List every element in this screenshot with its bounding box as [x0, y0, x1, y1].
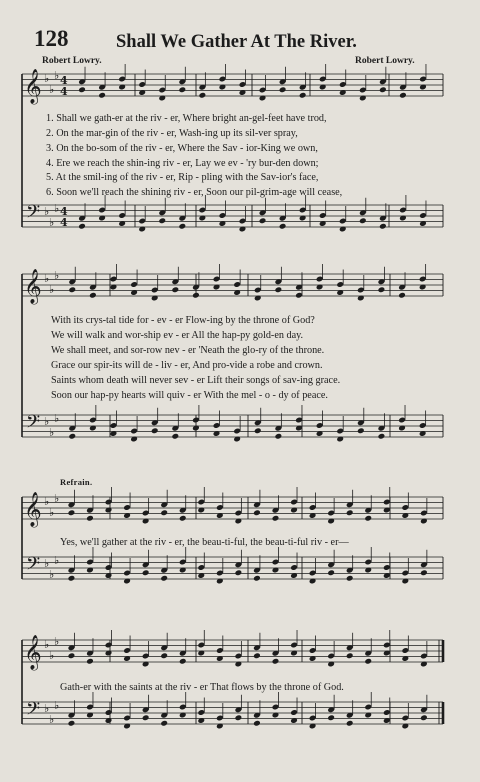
- note-head: [160, 720, 168, 727]
- note-head: [275, 433, 283, 440]
- flat-icon: ♭: [49, 649, 55, 662]
- bass-clef-icon: 𝄢: [26, 554, 41, 579]
- verse-line: Saints whom death will never sev - er Lift their songs of sav-ing grace.: [51, 375, 341, 386]
- note-head: [235, 569, 243, 576]
- note-head: [160, 509, 168, 516]
- note-head: [160, 575, 168, 582]
- note-head: [279, 86, 287, 93]
- verse-line: We will walk and wor-ship ev - er All the hap-py gold-en day.: [51, 330, 304, 341]
- note-head: [364, 515, 372, 522]
- verse-line: With its crys-tal tide for - ev - er Flow-ing by the throne of God?: [51, 315, 315, 326]
- note-head: [254, 427, 262, 434]
- note-head: [78, 86, 86, 93]
- flat-icon: ♭: [49, 283, 55, 296]
- flat-icon: ♭: [54, 412, 60, 425]
- time-signature: 4: [60, 74, 68, 87]
- flat-icon: ♭: [49, 216, 55, 229]
- hymn-number: 128: [34, 26, 69, 51]
- note-head: [142, 714, 150, 721]
- note-head: [399, 92, 407, 99]
- flat-icon: ♭: [44, 415, 50, 428]
- note-head: [78, 223, 86, 230]
- note-head: [364, 658, 372, 665]
- flat-icon: ♭: [49, 506, 55, 519]
- note-head: [89, 292, 97, 299]
- note-head: [199, 92, 207, 99]
- verse-line: We shall meet, and sor-row nev - er 'Neath the glo-ry of the throne.: [51, 345, 325, 356]
- time-signature: 4: [60, 85, 68, 98]
- note-head: [68, 652, 76, 659]
- flat-icon: ♭: [49, 426, 55, 439]
- flat-icon: ♭: [49, 83, 55, 96]
- flat-icon: ♭: [44, 702, 50, 715]
- flat-icon: ♭: [54, 69, 60, 82]
- words-credit: Robert Lowry.: [42, 56, 102, 66]
- note-head: [98, 92, 106, 99]
- note-head: [253, 575, 261, 582]
- note-head: [379, 223, 387, 230]
- note-head: [178, 223, 186, 230]
- flat-icon: ♭: [44, 557, 50, 570]
- flat-icon: ♭: [44, 495, 50, 508]
- note-head: [68, 509, 76, 516]
- refrain-line: Yes, we'll gather at the riv - er, the beau-ti-ful, the beau-ti-ful riv - er—: [60, 537, 349, 548]
- flat-icon: ♭: [54, 492, 60, 505]
- note-head: [346, 652, 354, 659]
- note-head: [158, 217, 166, 224]
- verse-line: Grace our spir-its will de - liv - er, And pro-vide a robe and crown.: [51, 360, 323, 371]
- flat-icon: ♭: [44, 72, 50, 85]
- note-head: [179, 515, 187, 522]
- bass-clef-icon: 𝄢: [26, 412, 41, 437]
- verse-line: 5. At the smil-ing of the riv - er, Rip - pling with the Sav-ior's face,: [46, 172, 319, 183]
- note-head: [68, 720, 76, 727]
- flat-icon: ♭: [44, 205, 50, 218]
- refrain-line: Gath-er with the saints at the riv - er That flows by the throne of God.: [60, 682, 344, 693]
- treble-clef-icon: 𝄞: [24, 269, 42, 304]
- note-head: [68, 433, 76, 440]
- note-head: [279, 223, 287, 230]
- note-head: [299, 92, 307, 99]
- time-signature: 4: [60, 205, 68, 218]
- flat-icon: ♭: [44, 272, 50, 285]
- flat-icon: ♭: [54, 269, 60, 282]
- flat-icon: ♭: [49, 713, 55, 726]
- hymn-title: Shall We Gather At The River.: [116, 32, 357, 52]
- verse-line: 2. On the mar-gin of the riv - er, Wash-ing up its sil-ver spray,: [46, 128, 298, 139]
- bass-clef-icon: 𝄢: [26, 699, 41, 724]
- note-head: [171, 286, 179, 293]
- verse-line: 3. On the bo-som of the riv - er, Where the Sav - ior-King we own,: [46, 143, 318, 154]
- bass-clef-icon: 𝄢: [26, 202, 41, 227]
- treble-clef-icon: 𝄞: [24, 69, 42, 104]
- note-head: [398, 292, 406, 299]
- note-head: [357, 427, 365, 434]
- verse-line: Soon our hap-py hearts will quiv - er With the mel - o - dy of peace.: [51, 390, 328, 401]
- note-head: [86, 658, 94, 665]
- note-head: [346, 575, 354, 582]
- note-head: [142, 569, 150, 576]
- note-head: [272, 515, 280, 522]
- flat-icon: ♭: [49, 568, 55, 581]
- music-credit: Robert Lowry.: [355, 56, 415, 66]
- note-head: [275, 286, 283, 293]
- flat-icon: ♭: [54, 202, 60, 215]
- time-signature: 4: [60, 216, 68, 229]
- note-head: [346, 720, 354, 727]
- verse-line: 4. Ere we reach the shin-ing riv - er, Lay we ev - 'ry bur-den down;: [46, 158, 319, 169]
- note-head: [259, 217, 267, 224]
- flat-icon: ♭: [44, 638, 50, 651]
- note-head: [86, 515, 94, 522]
- note-head: [378, 286, 386, 293]
- flat-icon: ♭: [54, 554, 60, 567]
- note-head: [178, 86, 186, 93]
- note-head: [420, 714, 428, 721]
- note-head: [378, 433, 386, 440]
- note-head: [327, 569, 335, 576]
- note-head: [160, 652, 168, 659]
- note-head: [171, 433, 179, 440]
- verse-line: 6. Soon we'll reach the shining riv - er, Soon our pil-grim-age will cease,: [46, 187, 343, 198]
- note-head: [420, 569, 428, 576]
- note-head: [272, 658, 280, 665]
- flat-icon: ♭: [54, 699, 60, 712]
- note-head: [327, 714, 335, 721]
- note-head: [359, 217, 367, 224]
- note-head: [379, 86, 387, 93]
- flat-icon: ♭: [54, 635, 60, 648]
- note-head: [68, 286, 76, 293]
- note-head: [179, 658, 187, 665]
- note-head: [151, 427, 159, 434]
- note-head: [346, 509, 354, 516]
- note-head: [253, 720, 261, 727]
- note-head: [253, 652, 261, 659]
- note-head: [253, 509, 261, 516]
- note-head: [235, 714, 243, 721]
- refrain-label: Refrain.: [60, 477, 93, 487]
- treble-clef-icon: 𝄞: [24, 492, 42, 527]
- note-head: [68, 575, 76, 582]
- treble-clef-icon: 𝄞: [24, 635, 42, 670]
- verse-line: 1. Shall we gath-er at the riv - er, Where bright an-gel-feet have trod,: [46, 113, 327, 124]
